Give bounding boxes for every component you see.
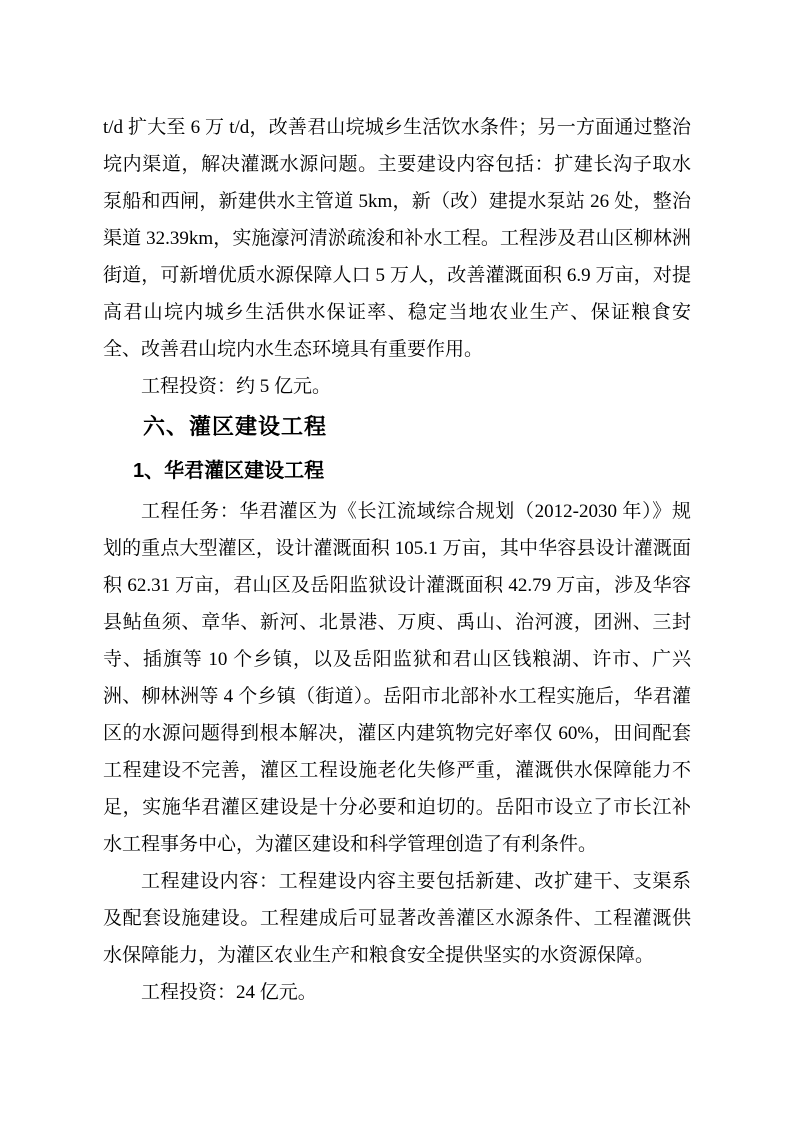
project-task-paragraph: 工程任务：华君灌区为《长江流域综合规划（2012-2030 年）》规划的重点大型灌区，设计灌溉面积 105.1 万亩，其中华容县设计灌溉面积 62.31 万亩，君山区及岳阳监狱设计灌溉面积 42.79 万亩，涉及华容县鲇鱼须、章华、新河、北景港、万庾、禹山、治河渡，团洲、三封寺、插旗等 10 个乡镇，以及岳阳监狱和君山区钱粮湖、许市、广兴洲、柳林洲等 4 个乡镇（街道）。岳阳市北部补水工程实施后，华君灌区的水源问题得到根本解决，灌区内建筑物完好率仅 60%，田间配套工程建设不完善，灌区工程设施老化失修严重，灌溉供水保障能力不足，实施华君灌区建设是十分必要和迫切的。岳阳市设立了市长江补水工程事务中心，为灌区建设和科学管理创造了有利条件。	[103, 501, 691, 855]
investment-line-huajun: 工程投资：24 亿元。	[141, 982, 317, 1003]
continued-paragraph-water-supply: t/d 扩大至 6 万 t/d，改善君山垸城乡生活饮水条件；另一方面通过整治垸内渠道，解决灌溉水源问题。主要建设内容包括：扩建长沟子取水泵船和西闸，新建供水主管道 5km，新（改）建提水泵站 26 处，整治渠道 32.39km，实施濠河清淤疏浚和补水工程。工程涉及君山区柳林洲街道，可新增优质水源保障人口 5 万人，改善灌溉面积 6.9 万亩，对提高君山垸内城乡生活供水保证率、稳定当地农业生产、保证粮食安全、改善君山垸内水生态环境具有重要作用。	[103, 117, 691, 360]
document-content	[103, 109, 691, 1011]
construction-content-paragraph: 工程建设内容：工程建设内容主要包括新建、改扩建干、支渠系及配套设施建设。工程建成后可显著改善灌区水源条件、工程灌溉供水保障能力，为灌区农业生产和粮食安全提供坚实的水资源保障。	[103, 871, 691, 966]
subsection-heading-huajun-irrigation: 1、华君灌区建设工程	[133, 460, 325, 482]
section-heading-irrigation-construction: 六、灌区建设工程	[143, 414, 328, 439]
investment-line-junshan: 工程投资：约 5 亿元。	[141, 376, 332, 397]
